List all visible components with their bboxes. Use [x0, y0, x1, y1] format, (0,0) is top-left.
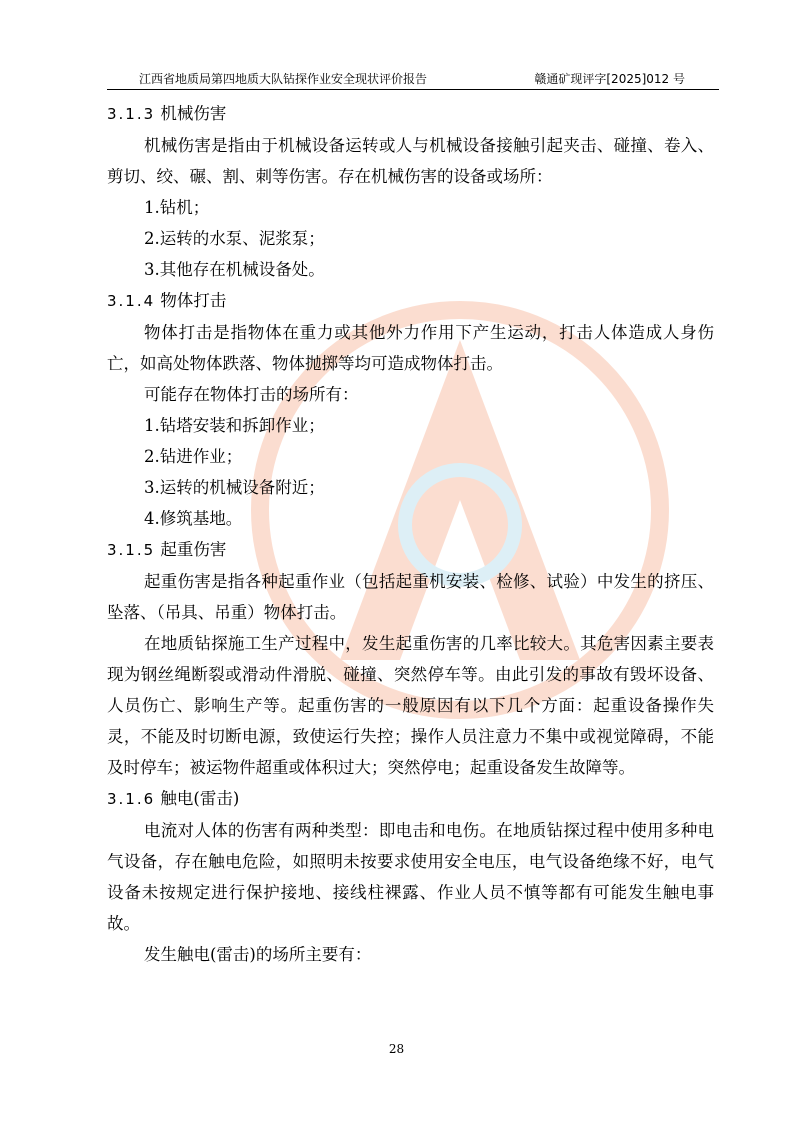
list-item: 3.其他存在机械设备处。 [144, 260, 325, 279]
paragraph: 起重伤害是指各种起重作业（包括起重机安装、检修、试验）中发生的挤压、坠落、（吊具、吊重）物体打击。 [107, 572, 714, 622]
section-number: 3.1.6 [107, 790, 156, 808]
page-number: 28 [388, 1042, 405, 1056]
section-title: 物体打击 [160, 291, 227, 310]
header-report-number: 赣通矿现评字[2025]012 号 [534, 72, 685, 86]
list-item: 4.修筑基地。 [144, 509, 243, 528]
list-item: 1.钻机； [144, 198, 210, 217]
section-heading [107, 98, 714, 130]
list-item: 2.运转的水泵、泥浆泵； [144, 229, 325, 248]
document-body [107, 98, 714, 970]
list-item: 发生触电(雷击)的场所主要有： [144, 945, 372, 964]
header-rule [107, 89, 719, 90]
list-item: 2.钻进作业； [144, 447, 243, 466]
page-header [107, 70, 719, 88]
section-heading [107, 534, 714, 566]
section-number: 3.1.4 [107, 292, 156, 310]
section-title: 触电(雷击) [160, 789, 240, 808]
list-item: 可能存在物体打击的场所有： [144, 385, 359, 404]
paragraph: 机械伤害是指由于机械设备运转或人与机械设备接触引起夹击、碰撞、卷入、剪切、绞、碾、割、刺等伤害。存在机械伤害的设备或场所： [107, 136, 714, 186]
section-number: 3.1.5 [107, 541, 156, 559]
section-heading [107, 285, 714, 317]
header-report-title: 江西省地质局第四地质大队钻探作业安全现状评价报告 [139, 72, 428, 86]
paragraph: 在地质钻探施工生产过程中，发生起重伤害的几率比较大。其危害因素主要表现为钢丝绳断裂或滑动件滑脱、碰撞、突然停车等。由此引发的事故有毁坏设备、人员伤亡、影响生产等。起重伤害的一般原因有以下几个方面：起重设备操作失灵，不能及时切断电源，致使运行失控；操作人员注意力不集中或视觉障碍，不能及时停车；被运物件超重或体积过大；突然停电；起重设备发生故障等。 [107, 634, 714, 777]
paragraph: 物体打击是指物体在重力或其他外力作用下产生运动，打击人体造成人身伤亡，如高处物体跌落、物体抛掷等均可造成物体打击。 [107, 323, 714, 373]
section-heading [107, 783, 714, 815]
list-item: 3.运转的机械设备附近； [144, 478, 325, 497]
section-title: 起重伤害 [160, 540, 227, 559]
paragraph: 电流对人体的伤害有两种类型：即电击和电伤。在地质钻探过程中使用多种电气设备，存在触电危险，如照明未按要求使用安全电压，电气设备绝缘不好，电气设备未按规定进行保护接地、接线柱裸露、作业人员不慎等都有可能发生触电事故。 [107, 821, 714, 933]
section-number: 3.1.3 [107, 105, 156, 123]
list-item: 1.钻塔安装和拆卸作业； [144, 416, 325, 435]
section-title: 机械伤害 [160, 104, 227, 123]
